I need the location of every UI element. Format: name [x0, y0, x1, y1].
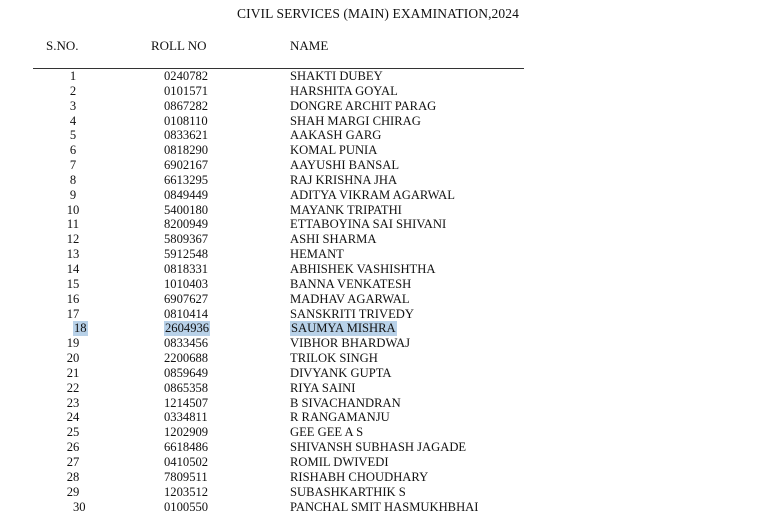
row-roll-no: 0833621: [164, 128, 209, 143]
row-sno: 14: [66, 261, 80, 276]
row-name: RIYA SAINI: [290, 380, 356, 395]
table-row: [0, 84, 761, 99]
row-roll-no: 0334811: [164, 410, 208, 425]
row-sno: 30: [73, 500, 86, 514]
row-name: SHAH MARGI CHIRAG: [290, 113, 421, 128]
table-row: [0, 485, 761, 500]
row-roll-no: 5809367: [164, 232, 209, 247]
row-roll-no: 0108110: [164, 113, 208, 128]
row-name: SHAKTI DUBEY: [290, 69, 383, 83]
table-row: [0, 396, 761, 411]
table-row: [0, 262, 761, 277]
row-sno: 19: [66, 336, 80, 351]
row-sno: 27: [66, 454, 80, 469]
row-name: ASHI SHARMA: [290, 232, 377, 247]
row-roll-no: 0867282: [164, 98, 209, 113]
row-sno: 4: [69, 113, 77, 128]
table-row-clipped: [0, 500, 761, 514]
row-name: SANSKRITI TRIVEDY: [290, 306, 414, 321]
row-roll-no: 0818290: [164, 143, 209, 158]
column-header-name: NAME: [290, 38, 329, 53]
row-sno: 22: [66, 380, 80, 395]
table-row: [0, 410, 761, 425]
row-roll-no: 2604936: [165, 321, 210, 336]
column-header-roll-no: ROLL NO: [151, 38, 207, 53]
row-sno: 6: [69, 143, 77, 158]
table-row: [0, 381, 761, 396]
row-sno: 17: [66, 306, 80, 321]
table-row: [0, 247, 761, 262]
row-name: BANNA VENKATESH: [290, 276, 412, 291]
row-name: MAYANK TRIPATHI: [290, 202, 402, 217]
table-row: [0, 173, 761, 188]
row-sno: 13: [66, 247, 80, 262]
row-name: TRILOK SINGH: [290, 351, 378, 366]
table-row: [0, 321, 761, 336]
row-roll-no: 8200949: [164, 217, 209, 232]
row-name: VIBHOR BHARDWAJ: [290, 336, 410, 351]
table-row: [0, 470, 761, 485]
table-row: [0, 307, 761, 322]
row-roll-no: 1214507: [164, 395, 209, 410]
row-roll-no: 0810414: [164, 306, 209, 321]
row-roll-no: 7809511: [164, 469, 208, 484]
row-sno: 26: [66, 440, 80, 455]
table-row: [0, 440, 761, 455]
table-row: [0, 351, 761, 366]
row-sno: 9: [69, 187, 77, 202]
row-name: ROMIL DWIVEDI: [290, 454, 389, 469]
row-sno: 21: [66, 365, 80, 380]
table-row: [0, 336, 761, 351]
row-roll-no: 5912548: [164, 247, 209, 262]
row-sno: 25: [66, 425, 80, 440]
table-row: [0, 188, 761, 203]
row-sno: 2: [69, 83, 77, 98]
row-name: PANCHAL SMIT HASMUKHBHAI: [290, 500, 479, 514]
row-sno: 8: [69, 172, 77, 187]
row-sno: 7: [69, 158, 77, 173]
row-name: SUBASHKARTHIK S: [290, 484, 406, 499]
row-roll-no: 6613295: [164, 172, 209, 187]
row-roll-no: 6902167: [164, 158, 209, 173]
row-name: DONGRE ARCHIT PARAG: [290, 98, 437, 113]
table-row: [0, 99, 761, 114]
table-row: [0, 292, 761, 307]
table-row: [0, 69, 761, 84]
table-row: [0, 114, 761, 129]
row-roll-no: 0240782: [164, 69, 209, 83]
row-sno: 18: [74, 321, 87, 336]
row-roll-no: 1203512: [164, 484, 209, 499]
table-row: [0, 217, 761, 232]
row-roll-no: 0849449: [164, 187, 209, 202]
row-sno: 10: [66, 202, 80, 217]
row-name: AAYUSHI BANSAL: [290, 158, 400, 173]
column-header-sno: S.NO.: [46, 38, 79, 53]
row-name: DIVYANK GUPTA: [290, 365, 392, 380]
row-name: SHIVANSH SUBHASH JAGADE: [290, 440, 467, 455]
row-sno: 20: [66, 351, 80, 366]
table-row: [0, 425, 761, 440]
row-name: RAJ KRISHNA JHA: [290, 172, 398, 187]
row-sno: 16: [66, 291, 80, 306]
row-sno: 1: [69, 69, 77, 83]
row-name: HARSHITA GOYAL: [290, 83, 398, 98]
table-row: [0, 158, 761, 173]
row-roll-no: 0859649: [164, 365, 209, 380]
row-sno: 23: [66, 395, 80, 410]
row-roll-no: 1010403: [164, 276, 209, 291]
row-sno: 5: [69, 128, 77, 143]
row-roll-no: 1202909: [164, 425, 209, 440]
table-row: [0, 128, 761, 143]
row-name: GEE GEE A S: [290, 425, 364, 440]
row-sno: 24: [66, 410, 80, 425]
row-roll-no: 0100550: [164, 500, 209, 514]
row-name: R RANGAMANJU: [290, 410, 390, 425]
row-sno: 29: [66, 484, 80, 499]
row-name: SAUMYA MISHRA: [291, 321, 396, 336]
table-row: [0, 203, 761, 218]
row-roll-no: 5400180: [164, 202, 209, 217]
row-name: ADITYA VIKRAM AGARWAL: [290, 187, 455, 202]
row-roll-no: 0101571: [164, 83, 209, 98]
row-sno: 11: [66, 217, 80, 232]
row-roll-no: 6907627: [164, 291, 209, 306]
row-name: B SIVACHANDRAN: [290, 395, 401, 410]
table-row: [0, 277, 761, 292]
row-roll-no: 2200688: [164, 351, 209, 366]
row-name: ETTABOYINA SAI SHIVANI: [290, 217, 447, 232]
row-sno: 12: [66, 232, 80, 247]
row-sno: 15: [66, 276, 80, 291]
row-name: ABHISHEK VASHISHTHA: [290, 261, 436, 276]
results-table: [0, 69, 761, 499]
row-roll-no: 0818331: [164, 261, 209, 276]
row-roll-no: 0865358: [164, 380, 209, 395]
row-name: RISHABH CHOUDHARY: [290, 469, 429, 484]
table-row: [0, 366, 761, 381]
row-name: MADHAV AGARWAL: [290, 291, 410, 306]
row-roll-no: 0410502: [164, 454, 209, 469]
row-sno: 28: [66, 469, 80, 484]
row-name: AAKASH GARG: [290, 128, 382, 143]
table-row: [0, 143, 761, 158]
row-sno: 3: [69, 98, 77, 113]
row-name: KOMAL PUNIA: [290, 143, 378, 158]
document-title: CIVIL SERVICES (MAIN) EXAMINATION,2024: [237, 6, 519, 21]
row-roll-no: 0833456: [164, 336, 209, 351]
row-name: HEMANT: [290, 247, 344, 262]
row-roll-no: 6618486: [164, 440, 209, 455]
table-row: [0, 232, 761, 247]
table-row: [0, 455, 761, 470]
